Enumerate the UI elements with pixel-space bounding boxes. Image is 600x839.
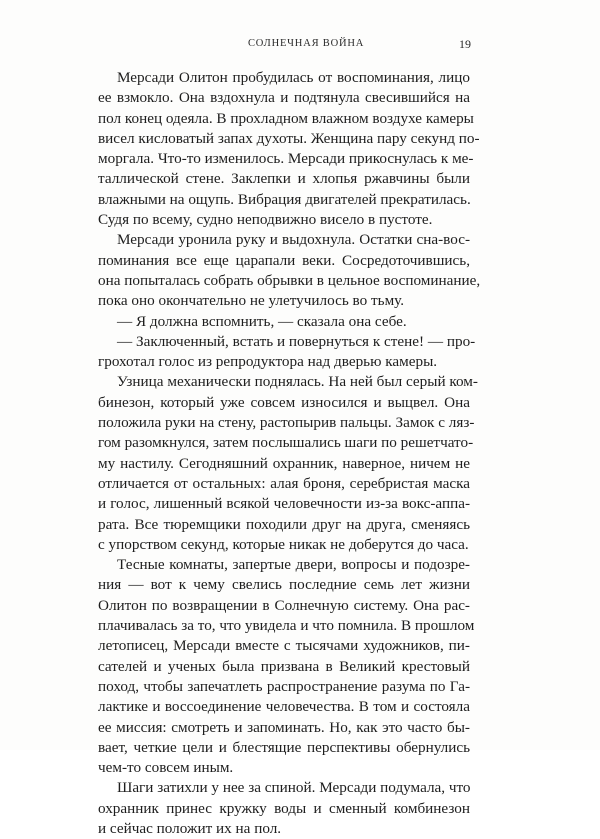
text-line: чем-то совсем иным.: [98, 759, 234, 777]
text-line: висел кисловатый запах духоты. Женщина пару секунд по-: [98, 129, 480, 147]
text-line: Судя по всему, судно неподвижно висело в пустоте.: [98, 211, 433, 229]
text-line: она попыталась собрать обрывки в цельное воспоминание,: [98, 271, 481, 289]
text-line: отличается от остальных: алая броня, серебристая маска: [98, 474, 470, 492]
text-line: влажными на ощупь. Вибрация двигателей прекратилась.: [98, 190, 471, 208]
text-line: ния — вот к чему свелись последние семь лет жизни: [98, 576, 470, 594]
text-line: Узница механически поднялась. На ней был серый ком-: [117, 373, 478, 391]
paragraph: [98, 332, 476, 373]
paragraph: [98, 230, 481, 311]
page-number: 19: [459, 37, 471, 51]
text-line: охранник принес кружку воды и сменный комбинезон: [98, 799, 470, 817]
running-title: СОЛНЕЧНАЯ ВОЙНА: [248, 38, 365, 49]
text-line: поминания все еще царапали веки. Сосредоточившись,: [98, 251, 470, 269]
text-line: с упорством секунд, которые никак не доберутся до часа.: [98, 535, 469, 553]
text-line: положила руки на стену, растопырив пальцы. Замок с ляз-: [98, 414, 475, 432]
text-line: лактике и воссоединение человечества. В том и состояла: [98, 698, 470, 716]
text-line: Олитон по возвращении в Солнечную систему. Она рас-: [98, 596, 470, 614]
text-line: му настилу. Сегодняшний охранник, наверное, ничем не: [98, 454, 470, 472]
text-line: ее взмокло. Она вздохнула и подтянула свесившийся на: [98, 89, 470, 107]
text-line: и сейчас положит их на пол.: [98, 819, 282, 837]
text-line: грохотал голос из репродуктора над дверью камеры.: [98, 353, 438, 371]
text-line: сателей и ученых была призвана в Великий крестовый: [98, 657, 470, 675]
text-line: плачивалась за то, что увидела и что помнила. В прошлом: [98, 617, 475, 635]
text-line: таллической стене. Заклепки и хлопья ржавчины были: [98, 170, 470, 188]
text-line: пока оно окончательно не улетучилось во тьму.: [98, 292, 405, 310]
text-line: Мерсади уронила руку и выдохнула. Остатки сна-вос-: [117, 231, 470, 249]
text-line: Шаги затихли у нее за спиной. Мерсади подумала, что: [117, 779, 471, 797]
paragraph: [98, 312, 470, 332]
body-text: [98, 68, 481, 839]
text-line: поход, чтобы запечатлеть распространение разума по Га-: [98, 677, 470, 695]
text-line: — Я должна вспомнить, — сказала она себе.: [117, 312, 407, 330]
text-line: — Заключенный, встать и повернуться к стене! — про-: [117, 332, 476, 350]
paragraph: [98, 778, 470, 839]
text-line: моргала. Что-то изменилось. Мерсади прикоснулась к ме-: [98, 150, 474, 168]
text-line: Мерсади Олитон пробудилась от воспоминания, лицо: [117, 69, 470, 86]
paragraph: [98, 372, 478, 555]
paragraph: [98, 555, 475, 778]
text-line: вает, четкие цели и блестящие перспективы обернулись: [98, 738, 470, 756]
text-line: бинезон, который уже совсем износился и выцвел. Она: [98, 393, 470, 411]
text-line: пол конец одеяла. В прохладном влажном воздухе камеры: [98, 109, 474, 127]
text-line: гом разомкнулся, затем послышались шаги по решетчато-: [98, 434, 474, 452]
text-line: Тесные комнаты, запертые двери, вопросы и подозре-: [117, 556, 470, 574]
text-line: рата. Все тюремщики походили друг на друга, сменяясь: [98, 515, 470, 533]
text-line: ее миссия: смотреть и запоминать. Но, как это часто бы-: [98, 718, 470, 736]
text-line: летописец, Мерсади вместе с тысячами художников, пи-: [98, 637, 470, 655]
paragraph: [98, 68, 480, 230]
text-line: и голос, лишенный всякой человечности из-за вокс-аппа-: [98, 495, 470, 513]
